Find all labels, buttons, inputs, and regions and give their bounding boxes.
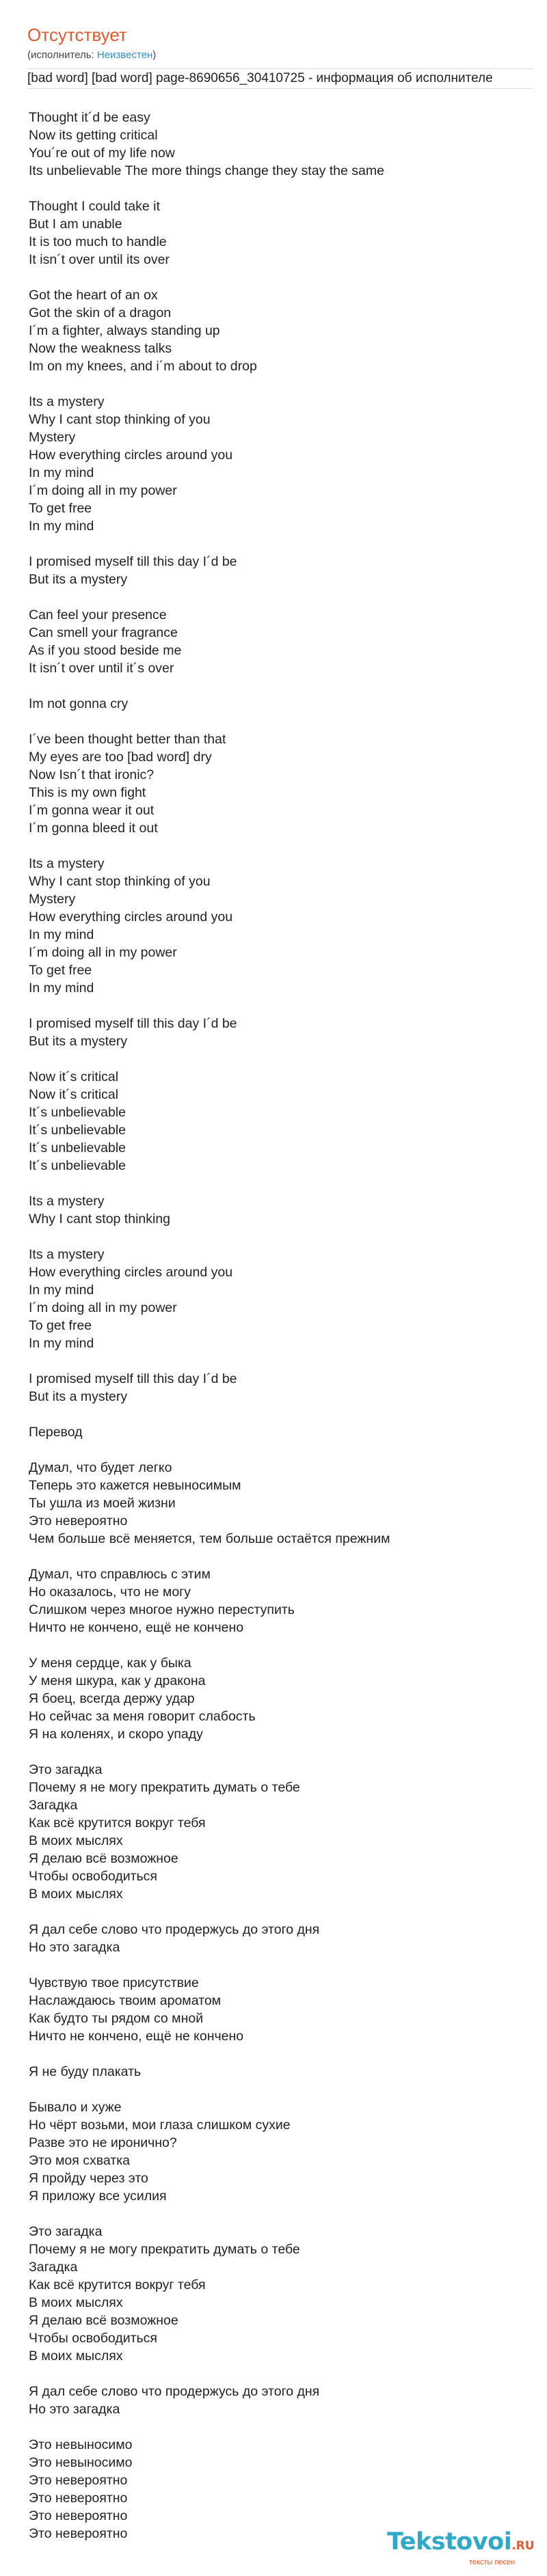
- subtitle-prefix: (исполнитель:: [27, 49, 97, 61]
- artist-subtitle: [27, 49, 156, 61]
- info-bar: [bad word] [bad word] page-8690656_30410725 - информация об исполнителе: [27, 68, 533, 89]
- logo-name: Tekstovoi: [387, 2528, 512, 2556]
- logo-tagline: тексты песен: [469, 2558, 516, 2566]
- tekstovoi-logo[interactable]: [387, 2528, 535, 2566]
- subtitle-suffix: ): [152, 49, 157, 61]
- artist-link[interactable]: Неизвестен: [96, 49, 153, 61]
- logo-tld: .RU: [511, 2539, 535, 2553]
- page-title: Отсутствует: [27, 25, 127, 45]
- lyrics-text: Thought it´d be easy Now its getting critical You´re out of my life now Its unbelievable The more things change they stay the same Thought I could take it But I am unable It is too much to handle It isn´t over until its over Got the heart of an ox Got the skin of a dragon I´m a fighter, always standing up Now the weakness talks Im on my knees, and i´m about to drop Its a mystery Why I cant stop thinking of you Mystery How everything circles around you In my mind I´m doing all in my power To get free In my mind I promised myself till this day I´d be But its a mystery Can feel your presence Can smell your fragrance As if you stood beside me It isn´t over until it´s over Im not gonna cry I´ve been thought better than that My eyes are too [bad word] dry Now Isn´t that ironic? This is my own fight I´m gonna wear it out I´m gonna bleed it out Its a mystery Why I cant stop thinking of you Mystery How everything circles around you In my mind I´m doing all in my power To get free In my mind I promised myself till this day I´d be But its a mystery Now it´s critical Now it´s critical It´s unbelievable It´s unbelievable It´s unbelievable It´s unbelievable Its a mystery Why I cant stop thinking Its a mystery How everything circles around you In my mind I´m doing all in my power To get free In my mind I promised myself till this day I´d be But its a mystery Перевод Думал, что будет легко Теперь это кажется невыносимым Ты ушла из моей жизни Это невероятно Чем больше всё меняется, тем больше остаётся прежним Думал, что справлюсь с этим Но оказалось, что не могу Слишком через многое нужно переступить Ничто не кончено, ещё не кончено У меня сердце, как у быка У меня шкура, как у дракона Я боец, всегда держу удар Но сейчас за меня говорит слабость Я на коленях, и скоро упаду Это загадка Почему я не могу прекратить думать о тебе Загадка Как всё крутится вокруг тебя В моих мыслях Я делаю всё возможное Чтобы освободиться В моих мыслях Я дал себе слово что продержусь до этого дня Но это загадка Чувствую твое присутствие Наслаждаюсь твоим ароматом Как будто ты рядом со мной Ничто не кончено, ещё не кончено Я не буду плакать Бывало и хуже Но чёрт возьми, мои глаза слишком сухие Разве это не иронично? Это моя схватка Я пройду через это Я приложу все усилия Это загадка Почему я не могу прекратить думать о тебе Загадка Как всё крутится вокруг тебя В моих мыслях Я делаю всё возможное Чтобы освободиться В моих мыслях Я дал себе слово что продержусь до этого дня Но это загадка Это невыносимо Это невыносимо Это невероятно Это невероятно Это невероятно Это невероятно: [29, 110, 390, 2541]
